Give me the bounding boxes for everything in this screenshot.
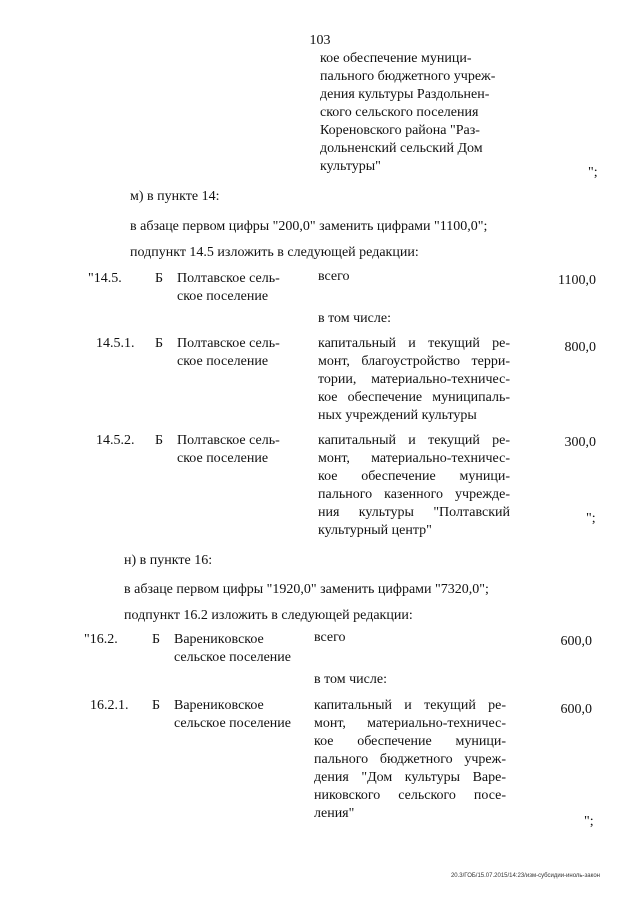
row-recipient: Полтавское сель-ское поселение bbox=[177, 433, 280, 466]
closing-quote: "; bbox=[586, 511, 596, 526]
row-subtotal-label: в том числе: bbox=[314, 672, 387, 687]
row-subtotal-label: в том числе: bbox=[318, 311, 391, 326]
carryover-line: ского сельского поселения bbox=[320, 105, 479, 120]
row-amount: 300,0 bbox=[564, 435, 596, 450]
row-number: "14.5. bbox=[88, 271, 122, 286]
row-number: "16.2. bbox=[84, 632, 118, 647]
carryover-line: Кореновского района "Раз- bbox=[320, 123, 480, 138]
row-purpose: всего bbox=[314, 630, 346, 645]
section-m-heading: м) в пункте 14: bbox=[130, 189, 220, 204]
row-code: Б bbox=[155, 433, 164, 448]
page-number: 103 bbox=[309, 33, 331, 48]
row-purpose: капитальный и текущий ре-монт, материально-техничес-кое обеспечение муници-пального бюджетного учреж-дения "Дом культуры Варе-никовского сельского посе-ления" bbox=[314, 698, 506, 821]
section-n-change: в абзаце первом цифры "1920,0" заменить цифрами "7320,0"; bbox=[124, 582, 489, 597]
row-code: Б bbox=[155, 336, 164, 351]
row-amount: 600,0 bbox=[560, 634, 592, 649]
footer-file-stamp: 20.3/ГОБ/15.07.2015/14:23/изм-субсидии-иноль-закон bbox=[450, 873, 600, 879]
closing-quote: "; bbox=[584, 814, 594, 829]
section-m-change: в абзаце первом цифры "200,0" заменить цифрами "1100,0"; bbox=[130, 219, 488, 234]
row-amount: 1100,0 bbox=[558, 273, 596, 288]
row-recipient: Полтавское сель-ское поселение bbox=[177, 271, 280, 304]
section-n-heading: н) в пункте 16: bbox=[124, 553, 213, 568]
carryover-line: дения культуры Раздольнен- bbox=[320, 87, 490, 102]
row-purpose: капитальный и текущий ре-монт, благоустройство терри-тории, материально-техничес-кое обеспечение муниципаль-ных учреждений культуры bbox=[318, 336, 510, 423]
carryover-text bbox=[320, 50, 515, 176]
row-code: Б bbox=[152, 698, 161, 713]
row-amount: 600,0 bbox=[560, 702, 592, 717]
row-recipient: Вареникoвское сельское поселение bbox=[174, 698, 291, 731]
row-number: 14.5.1. bbox=[96, 336, 135, 351]
carryover-closing-quote: "; bbox=[588, 165, 598, 180]
row-recipient: Вареникoвское сельское поселение bbox=[174, 632, 291, 665]
row-code: Б bbox=[155, 271, 164, 286]
row-purpose: всего bbox=[318, 269, 350, 284]
row-amount: 800,0 bbox=[564, 340, 596, 355]
section-m-intro: подпункт 14.5 изложить в следующей редакции: bbox=[130, 245, 419, 260]
carryover-line: дольненский сельский Дом bbox=[320, 141, 483, 156]
row-recipient: Полтавское сель-ское поселение bbox=[177, 336, 280, 369]
section-n-intro: подпункт 16.2 изложить в следующей редакции: bbox=[124, 608, 413, 623]
row-number: 14.5.2. bbox=[96, 433, 135, 448]
carryover-line: культуры" bbox=[320, 159, 381, 174]
row-code: Б bbox=[152, 632, 161, 647]
row-purpose: капитальный и текущий ре-монт, материально-техничес-кое обеспечение муници-пального казенного учрежде-ния культуры "Полтавский культурный центр" bbox=[318, 433, 510, 538]
carryover-line: пального бюджетного учреж- bbox=[320, 69, 496, 84]
row-number: 16.2.1. bbox=[90, 698, 129, 713]
carryover-line: кое обеспечение муници- bbox=[320, 51, 472, 66]
